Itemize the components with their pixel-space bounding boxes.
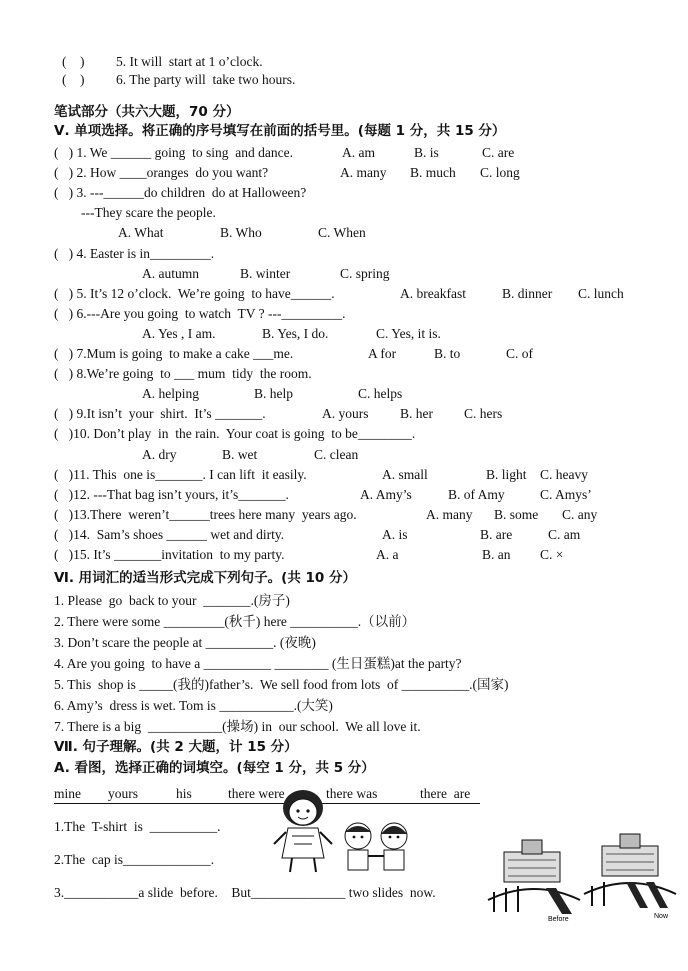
answer-option: B. are xyxy=(480,526,513,542)
question-stem: ( )11. This one is_______. I can lift it easily. xyxy=(54,466,307,482)
question-stem: ( ) 6.---Are you going to watch TV ? ---_________. xyxy=(54,305,346,321)
question-stem: ( ) 7.Mum is going to make a cake ___me. xyxy=(54,346,294,361)
answer-option: C. heavy xyxy=(540,466,588,482)
girl-cartoon xyxy=(268,786,338,876)
answer-option: B. her xyxy=(400,406,433,422)
answer-option: B. Yes, I do. xyxy=(262,325,329,341)
answer-option: A. dry xyxy=(142,446,177,462)
word-bank-word: his xyxy=(176,786,192,801)
answer-option: B. to xyxy=(434,346,461,361)
picture-question: 2.The cap is_____________. xyxy=(54,852,215,867)
answer-option: B. much xyxy=(410,165,456,181)
word-bank-word: yours xyxy=(108,786,138,801)
question-stem: ( ) 3. ---______do children do at Halloween? xyxy=(54,185,307,201)
question-stem: ( )13.There weren’t______trees here many years ago. xyxy=(54,506,357,522)
listening-paren: ( ) xyxy=(62,54,85,69)
question-stem: ( )12. ---That bag isn’t yours, it’s_______. xyxy=(54,486,289,502)
answer-option: A. What xyxy=(118,225,164,241)
section7-heading: Ⅶ. 句子理解。(共 2 大题，计 15 分） xyxy=(54,739,298,755)
section5-heading: Ⅴ. 单项选择。将正确的序号填写在前面的括号里。(每题 1 分，共 15 分） xyxy=(54,123,506,139)
answer-option: C. Yes, it is. xyxy=(376,325,441,341)
listening-item: 6. The party will take two hours. xyxy=(116,72,296,87)
answer-option: B. an xyxy=(482,547,511,562)
answer-option: C. any xyxy=(562,506,598,522)
answer-option: B. wet xyxy=(222,446,258,462)
question-stem: ( ) 1. We ______ going to sing and dance. xyxy=(54,145,293,160)
picture-question: 1.The T-shirt is __________. xyxy=(54,819,221,834)
question-stem: ( )15. It’s _______invitation to my party. xyxy=(54,547,285,562)
answer-option: A. autumn xyxy=(142,265,199,281)
fill-in-item: 6. Amy’s dress is wet. Tom is ___________.(大笑) xyxy=(54,698,333,713)
answer-option: A. Yes , I am. xyxy=(142,325,216,341)
word-bank-word: mine xyxy=(54,786,81,801)
answer-option: C. clean xyxy=(314,446,359,462)
fill-in-item: 3. Don’t scare the people at __________. (夜晚) xyxy=(54,635,316,650)
answer-option: B. is xyxy=(414,145,439,160)
answer-option: B. Who xyxy=(220,225,262,241)
question-stem: ---They scare the people. xyxy=(54,205,216,221)
section7-sub-a: A. 看图，选择正确的词填空。(每空 1 分，共 5 分） xyxy=(54,760,375,776)
answer-option: A. small xyxy=(382,466,428,482)
answer-option: C. of xyxy=(506,346,533,361)
question-stem: ( )10. Don’t play in the rain. Your coat is going to be________. xyxy=(54,426,416,442)
answer-option: C. When xyxy=(318,225,366,241)
word-bank xyxy=(54,786,480,804)
before-label: Before xyxy=(548,916,569,922)
answer-option: A. helping xyxy=(142,386,199,402)
answer-option: B. of Amy xyxy=(448,486,505,502)
fill-in-item: 7. There is a big ___________(操场) in our school. We all love it. xyxy=(54,719,421,734)
written-heading: 笔试部分（共六大题，70 分） xyxy=(54,104,240,120)
answer-option: B. winter xyxy=(240,265,291,281)
question-stem: ( )14. Sam’s shoes ______ wet and dirty. xyxy=(54,526,285,542)
answer-option: A. many xyxy=(340,165,387,181)
fill-in-item: 4. Are you going to have a __________ ________ (生日蛋糕)at the party? xyxy=(54,656,462,671)
answer-option: A. yours xyxy=(322,406,369,422)
question-stem: ( ) 2. How ____oranges do you want? xyxy=(54,165,269,181)
answer-option: C. × xyxy=(540,547,564,562)
answer-option: C. are xyxy=(482,145,515,160)
answer-option: A. a xyxy=(376,547,399,562)
picture-question: 3.___________a slide before. But______________ two slides now. xyxy=(54,885,436,900)
answer-option: C. hers xyxy=(464,406,503,422)
answer-option: B. some xyxy=(494,506,539,522)
answer-option: A. many xyxy=(426,506,473,522)
question-stem: ( ) 5. It’s 12 o’clock. We’re going to have______. xyxy=(54,285,335,301)
question-stem: ( ) 8.We’re going to ___ mum tidy the room. xyxy=(54,366,312,382)
section6-heading: Ⅵ. 用词汇的适当形式完成下列句子。(共 10 分） xyxy=(54,570,357,586)
boy-girl-cartoon xyxy=(336,820,420,876)
answer-option: B. help xyxy=(254,386,293,402)
answer-option: C. helps xyxy=(358,386,403,402)
word-bank-word: there are xyxy=(420,786,471,801)
answer-option: C. am xyxy=(548,526,581,542)
question-stem: ( ) 4. Easter is in_________. xyxy=(54,245,215,261)
answer-option: C. long xyxy=(480,165,520,181)
fill-in-item: 1. Please go back to your _______.(房子) xyxy=(54,593,290,608)
school-now-picture xyxy=(582,826,678,920)
answer-option: A. am xyxy=(342,145,375,160)
answer-option: B. light xyxy=(486,466,527,482)
answer-option: C. Amys’ xyxy=(540,486,592,502)
answer-option: A. Amy’s xyxy=(360,486,412,502)
answer-option: A. breakfast xyxy=(400,285,466,301)
answer-option: A. is xyxy=(382,526,408,542)
listening-paren: ( ) xyxy=(62,72,85,87)
answer-option: A for xyxy=(368,346,397,361)
question-stem: ( ) 9.It isn’t your shirt. It’s _______. xyxy=(54,406,266,422)
answer-option: B. dinner xyxy=(502,285,553,301)
answer-option: C. lunch xyxy=(578,285,624,301)
now-label: Now xyxy=(654,913,669,920)
word-bank-word: there was xyxy=(326,786,378,801)
fill-in-item: 2. There were some _________(秋千) here __________.（以前） xyxy=(54,614,416,629)
word-bank-word: there were xyxy=(228,786,285,801)
answer-option: C. spring xyxy=(340,265,390,281)
fill-in-item: 5. This shop is _____(我的)father’s. We sell food from lots of __________.(国家) xyxy=(54,677,509,692)
listening-item: 5. It will start at 1 o’clock. xyxy=(116,54,263,69)
school-before-picture xyxy=(486,830,582,922)
